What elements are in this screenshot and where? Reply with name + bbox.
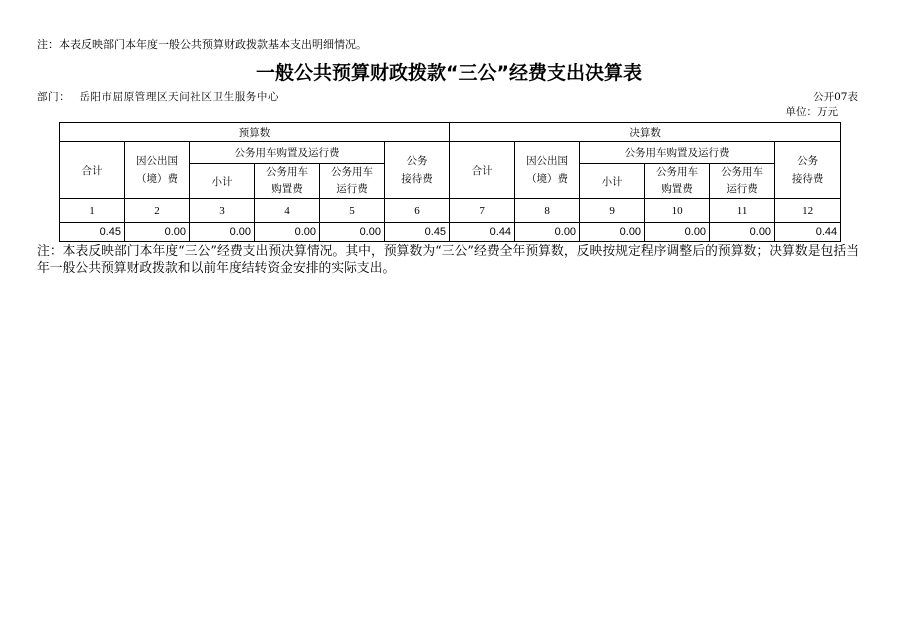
budget-total-value: 0.45 <box>60 223 125 242</box>
header-line: 因公出国 <box>526 155 569 167</box>
expenditure-table <box>59 122 841 242</box>
header-line: 运行费 <box>336 183 368 195</box>
value-row <box>60 223 841 242</box>
unit-label: 单位：万元 <box>785 106 838 118</box>
form-code: 公开07表 <box>813 91 858 103</box>
budget-foreign-travel-value: 0.00 <box>125 223 190 242</box>
budget-foreign-travel-header <box>125 142 190 199</box>
category-header-row <box>60 142 841 164</box>
final-vehicle-purchase-value: 0.00 <box>645 223 710 242</box>
column-number: 4 <box>255 199 320 223</box>
header-line: 购置费 <box>271 183 303 195</box>
final-vehicle-operation-header <box>710 164 775 199</box>
header-line: 公务用车 <box>721 166 764 178</box>
budget-vehicle-subtotal-value: 0.00 <box>190 223 255 242</box>
header-line: 公务 <box>797 155 819 167</box>
bottom-note: 注：本表反映部门本年度“三公”经费支出预决算情况。其中，预算数为“三公”经费全年预算数，反映按规定程序调整后的预算数；决算数是包括当年一般公共预算财政拨款和以前年度结转资金安排的实际支出。 <box>37 244 859 276</box>
final-vehicle-subtotal-header: 小计 <box>580 164 645 199</box>
column-number: 12 <box>775 199 841 223</box>
column-number: 10 <box>645 199 710 223</box>
final-foreign-travel-value: 0.00 <box>515 223 580 242</box>
column-number: 7 <box>450 199 515 223</box>
column-number: 9 <box>580 199 645 223</box>
final-vehicle-operation-value: 0.00 <box>710 223 775 242</box>
final-reception-header <box>775 142 841 199</box>
budget-vehicle-purchase-value: 0.00 <box>255 223 320 242</box>
header-line: （境）费 <box>136 173 178 185</box>
budget-group-header: 预算数 <box>60 123 450 142</box>
budget-reception-value: 0.45 <box>385 223 450 242</box>
final-vehicle-subtotal-value: 0.00 <box>580 223 645 242</box>
header-line: 接待费 <box>401 173 433 185</box>
final-reception-value: 0.44 <box>775 223 841 242</box>
column-number: 5 <box>320 199 385 223</box>
header-line: （境）费 <box>526 173 569 185</box>
budget-vehicle-operation-value: 0.00 <box>320 223 385 242</box>
column-number: 3 <box>190 199 255 223</box>
header-line: 公务用车 <box>331 166 373 178</box>
budget-vehicle-subtotal-header: 小计 <box>190 164 255 199</box>
final-foreign-travel-header <box>515 142 580 199</box>
final-total-header: 合计 <box>450 142 515 199</box>
header-line: 因公出国 <box>136 155 178 167</box>
department-label: 部门： <box>37 91 71 103</box>
department-name: 岳阳市屈原管理区天问社区卫生服务中心 <box>79 91 280 103</box>
final-total-value: 0.44 <box>450 223 515 242</box>
budget-vehicle-group-header: 公务用车购置及运行费 <box>190 142 385 164</box>
header-line: 公务 <box>406 155 428 167</box>
department-line <box>37 90 279 104</box>
page-title: 一般公共预算财政拨款“三公”经费支出决算表 <box>256 62 642 84</box>
column-number: 6 <box>385 199 450 223</box>
column-number: 2 <box>125 199 190 223</box>
header-line: 接待费 <box>791 173 824 185</box>
budget-reception-header <box>385 142 450 199</box>
column-number: 1 <box>60 199 125 223</box>
group-header-row <box>60 123 841 142</box>
final-vehicle-group-header: 公务用车购置及运行费 <box>580 142 775 164</box>
budget-total-header: 合计 <box>60 142 125 199</box>
top-note: 注：本表反映部门本年度一般公共预算财政拨款基本支出明细情况。 <box>37 38 367 51</box>
header-line: 购置费 <box>661 183 693 195</box>
column-number-row <box>60 199 841 223</box>
budget-vehicle-operation-header <box>320 164 385 199</box>
final-vehicle-purchase-header <box>645 164 710 199</box>
budget-vehicle-purchase-header <box>255 164 320 199</box>
column-number: 8 <box>515 199 580 223</box>
header-line: 公务用车 <box>656 166 699 178</box>
header-line: 运行费 <box>726 183 758 195</box>
header-line: 公务用车 <box>266 166 308 178</box>
column-number: 11 <box>710 199 775 223</box>
final-group-header: 决算数 <box>450 123 841 142</box>
